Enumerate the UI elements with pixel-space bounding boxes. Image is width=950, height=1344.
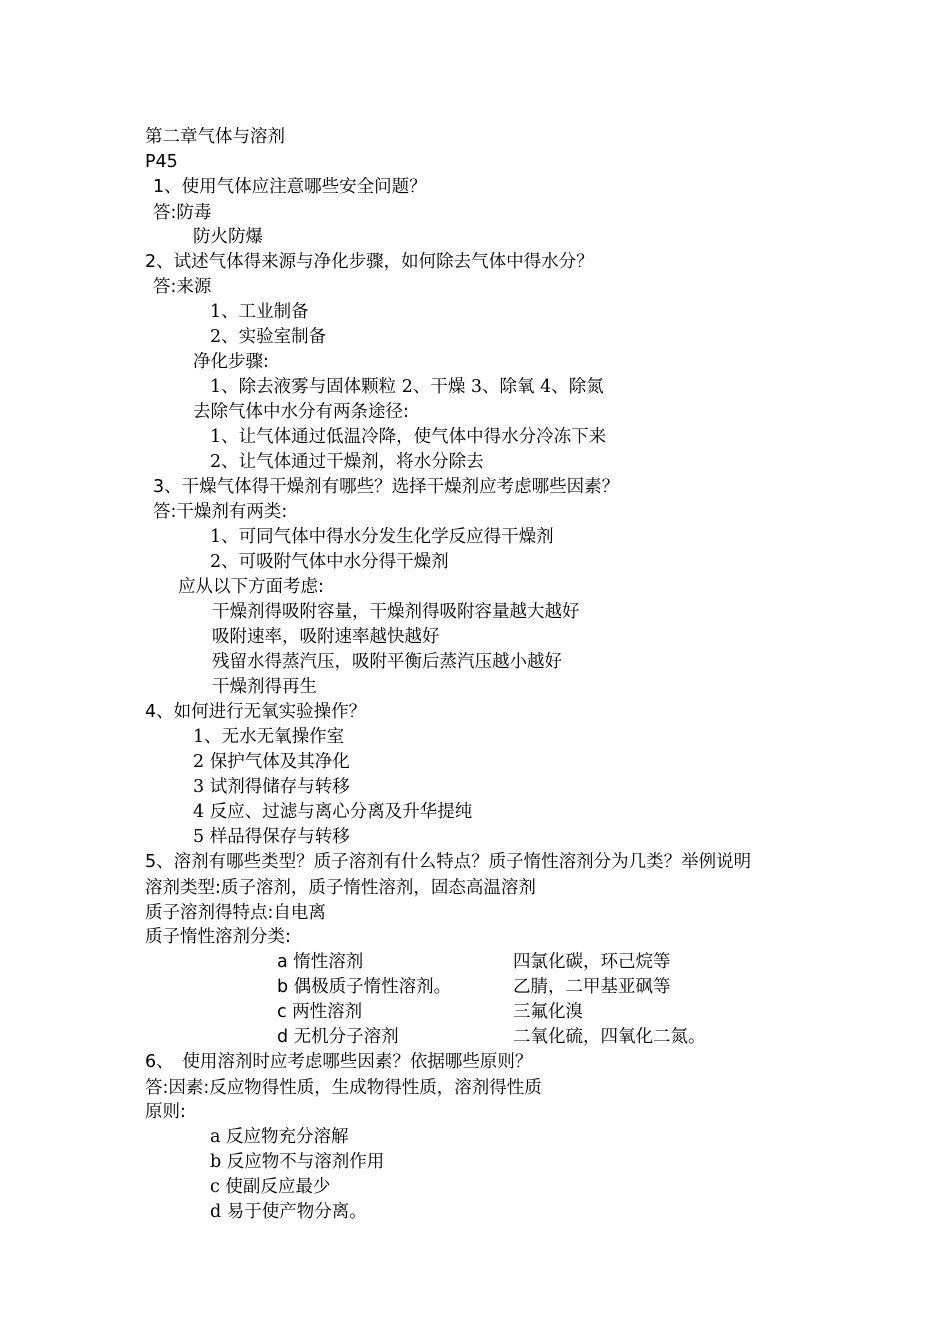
q4-item-1: 1、无水无氧操作室 (193, 727, 345, 747)
q2-source-2: 2、实验室制备 (210, 327, 327, 347)
q5-class-name-c: c 两性溶剂 (277, 1002, 363, 1022)
question-2: 2、试述气体得来源与净化步骤，如何除去气体中得水分？ (145, 252, 594, 272)
q1-answer-line (153, 200, 211, 224)
q3-type-2: 2、可吸附气体中水分得干燥剂 (210, 552, 449, 572)
q3-type-1: 1、可同气体中得水分发生化学反应得干燥剂 (210, 527, 554, 547)
q3-types-label: 答:干燥剂有两类: (153, 502, 288, 522)
q5-class-name-a: a 惰性溶剂 (277, 952, 364, 972)
q5-class-name-b: b 偶极质子惰性溶剂。 (277, 977, 452, 997)
q4-item-5: 5 样品得保存与转移 (193, 827, 350, 847)
q5-types-text: 质子溶剂，质子惰性溶剂，固态高温溶剂 (220, 878, 536, 898)
q2-source-1: 1、工业制备 (210, 302, 309, 322)
q6-factor-text: 反应物得性质，生成物得性质，溶剂得性质 (209, 1078, 542, 1098)
q6-principle-1: a 反应物充分溶解 (210, 1127, 349, 1147)
q2-water-label: 去除气体中水分有两条途径: (193, 402, 409, 422)
question-4: 4、如何进行无氧实验操作？ (145, 702, 367, 722)
q6-factor-line (145, 1075, 542, 1099)
q1-answer-2: 防火防爆 (193, 227, 263, 247)
q5-class-name-d: d 无机分子溶剂 (277, 1027, 399, 1047)
q2-water-2: 2、让气体通过干燥剂，将水分除去 (210, 452, 484, 472)
q1-answer-label: 答: (153, 203, 177, 223)
q6-factor-label: 答:因素: (145, 1078, 210, 1098)
q4-item-3: 3 试剂得储存与转移 (193, 777, 350, 797)
q2-purify-steps: 1、除去液雾与固体颗粒 2、干燥 3、除氧 4、除氮 (210, 377, 604, 397)
q4-item-2: 2 保护气体及其净化 (193, 752, 350, 772)
question-6: 6、 使用溶剂时应考虑哪些因素？依据哪些原则？ (145, 1052, 533, 1072)
q2-water-1: 1、让气体通过低温冷降，使气体中得水分冷冻下来 (210, 427, 607, 447)
q2-purify-label: 净化步骤: (193, 352, 269, 372)
q6-principle-4: d 易于使产物分离。 (210, 1202, 367, 1222)
q5-types-line (145, 875, 536, 899)
question-3: 3、干燥气体得干燥剂有哪些？选择干燥剂应考虑哪些因素？ (153, 477, 620, 497)
q5-class-example-d: 二氧化硫，四氧化二氮。 (513, 1027, 706, 1047)
q6-principle-3: c 使副反应最少 (210, 1177, 331, 1197)
question-1: 1、使用气体应注意哪些安全问题？ (153, 177, 427, 197)
page-reference: P45 (145, 152, 178, 172)
q3-consider-3: 残留水得蒸汽压，吸附平衡后蒸汽压越小越好 (212, 652, 562, 672)
q5-class-example-c: 三氟化溴 (513, 1002, 583, 1022)
q6-principle-label: 原则: (145, 1102, 186, 1122)
q3-consider-label: 应从以下方面考虑: (178, 577, 324, 597)
question-5: 5、溶剂有哪些类型？质子溶剂有什么特点？质子惰性溶剂分为几类？举例说明 (145, 852, 752, 872)
chapter-title: 第二章气体与溶剂 (145, 127, 285, 147)
q5-feature-line (145, 900, 326, 924)
q3-consider-2: 吸附速率，吸附速率越快越好 (212, 627, 440, 647)
q2-source-label: 答:来源 (153, 277, 212, 297)
q1-answer-1: 防毒 (176, 203, 212, 223)
q4-item-4: 4 反应、过滤与离心分离及升华提纯 (193, 802, 473, 822)
q6-principle-2: b 反应物不与溶剂作用 (210, 1152, 385, 1172)
q3-consider-1: 干燥剂得吸附容量，干燥剂得吸附容量越大越好 (212, 602, 580, 622)
q5-types-label: 溶剂类型: (145, 878, 221, 898)
q5-feature-text: 自电离 (273, 903, 326, 923)
q5-class-example-a: 四氯化碳，环己烷等 (513, 952, 671, 972)
q5-class-example-b: 乙腈，二甲基亚砜等 (513, 977, 671, 997)
q5-feature-label: 质子溶剂得特点: (145, 903, 274, 923)
q3-consider-4: 干燥剂得再生 (212, 677, 317, 697)
q5-class-label: 质子惰性溶剂分类: (145, 927, 291, 947)
